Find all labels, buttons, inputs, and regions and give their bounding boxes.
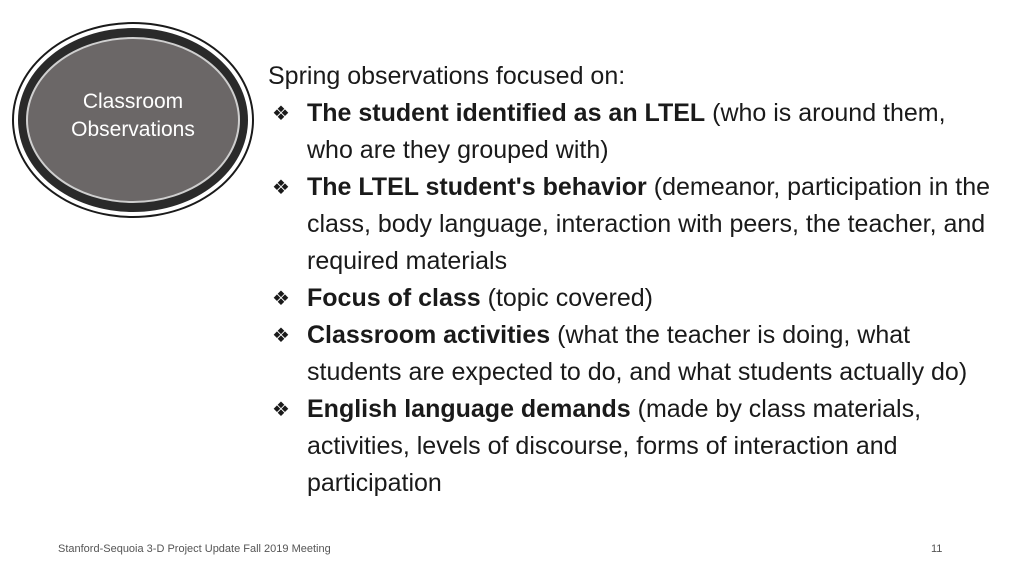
bullet-item-bold: English language demands — [307, 395, 631, 423]
intro-text: Spring observations focused on: — [268, 62, 626, 90]
four-diamond-bullet-icon: ❖ — [272, 397, 290, 421]
four-diamond-bullet-icon: ❖ — [272, 323, 290, 347]
footer-meeting-title: Stanford-Sequoia 3-D Project Update Fall 2019 Meeting — [58, 543, 331, 555]
badge-label-line2: Observations — [71, 118, 195, 141]
bullet-item-text: (who is around them, who are they grouped with) — [307, 99, 946, 164]
badge-label — [26, 88, 240, 144]
four-diamond-bullet-icon: ❖ — [272, 175, 290, 199]
badge-label-line1: Classroom — [82, 90, 184, 113]
bullet-item-text: (made by class materials, activities, levels of discourse, forms of interaction and participation — [307, 395, 922, 497]
bullet-item-text: (what the teacher is doing, what students are expected to do, and what students actually do) — [307, 321, 968, 386]
page-number: 11 — [931, 543, 943, 555]
bullet-item-text: (topic covered) — [480, 284, 653, 312]
bullet-item-bold: The student identified as an LTEL — [307, 99, 706, 127]
four-diamond-bullet-icon: ❖ — [272, 101, 290, 125]
bullet-item-bold: The LTEL student's behavior — [307, 173, 647, 201]
content-body — [268, 58, 998, 502]
bullet-item-text: (demeanor, participation in the class, body language, interaction with peers, the teacher, and required materials — [307, 173, 991, 275]
bullet-item — [268, 95, 998, 169]
four-diamond-bullet-icon: ❖ — [272, 286, 290, 310]
bullet-item — [268, 280, 998, 317]
bullet-list — [268, 95, 998, 502]
bullet-item-bold: Focus of class — [307, 284, 481, 312]
bullet-item — [268, 391, 998, 502]
bullet-item — [268, 317, 998, 391]
bullet-item — [268, 169, 998, 280]
bullet-item-bold: Classroom activities — [307, 321, 551, 349]
